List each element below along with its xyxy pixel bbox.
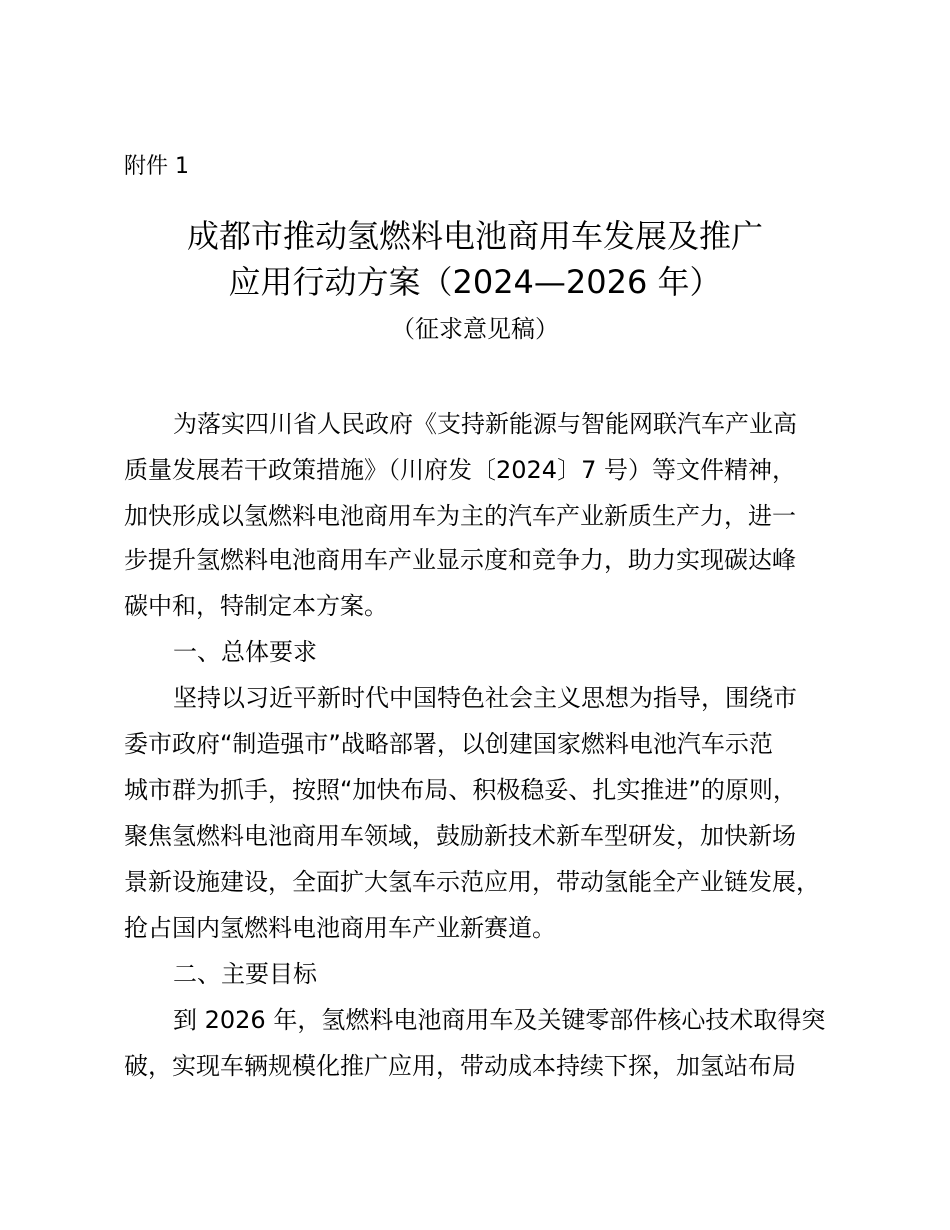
attachment-label: 附件 1 bbox=[124, 154, 189, 179]
document-title-line-2: 应用行动方案（2024—2026 年） bbox=[228, 263, 722, 301]
document-title-line-1: 成都市推动氢燃料电池商用车发展及推广 bbox=[186, 217, 763, 255]
paragraph-1-line-4: 步提升氢燃料电池商用车产业显示度和竞争力，助力实现碳达峰 bbox=[124, 546, 796, 574]
paragraph-1-line-1: 为落实四川省人民政府《支持新能源与智能网联汽车产业高 bbox=[173, 410, 797, 438]
paragraph-1-line-3: 加快形成以氢燃料电池商用车为主的汽车产业新质生产力，进一 bbox=[124, 502, 796, 530]
paragraph-2-line-2: 委市政府“制造强市”战略部署，以创建国家燃料电池汽车示范 bbox=[124, 730, 773, 758]
paragraph-2-line-3: 城市群为抓手，按照“加快布局、积极稳妥、扎实推进”的原则， bbox=[124, 776, 797, 804]
section-heading-1: 一、总体要求 bbox=[173, 638, 317, 666]
paragraph-2-line-1: 坚持以习近平新时代中国特色社会主义思想为指导，围绕市 bbox=[173, 684, 797, 712]
paragraph-3-line-2: 破，实现车辆规模化推广应用，带动成本持续下探，加氢站布局 bbox=[124, 1052, 796, 1080]
section-heading-2: 二、主要目标 bbox=[173, 960, 317, 988]
paragraph-2-line-6: 抢占国内氢燃料电池商用车产业新赛道。 bbox=[124, 914, 556, 942]
paragraph-2-line-5: 景新设施建设，全面扩大氢车示范应用，带动氢能全产业链发展， bbox=[124, 868, 820, 896]
paragraph-1-line-2: 质量发展若干政策措施》（川府发〔2024〕7 号）等文件精神， bbox=[124, 456, 796, 484]
document-subtitle: （征求意见稿） bbox=[391, 315, 559, 343]
paragraph-3-line-1: 到 2026 年，氢燃料电池商用车及关键零部件核心技术取得突 bbox=[173, 1006, 826, 1034]
paragraph-1-line-5: 碳中和，特制定本方案。 bbox=[124, 592, 388, 620]
paragraph-2-line-4: 聚焦氢燃料电池商用车领域，鼓励新技术新车型研发，加快新场 bbox=[124, 822, 796, 850]
